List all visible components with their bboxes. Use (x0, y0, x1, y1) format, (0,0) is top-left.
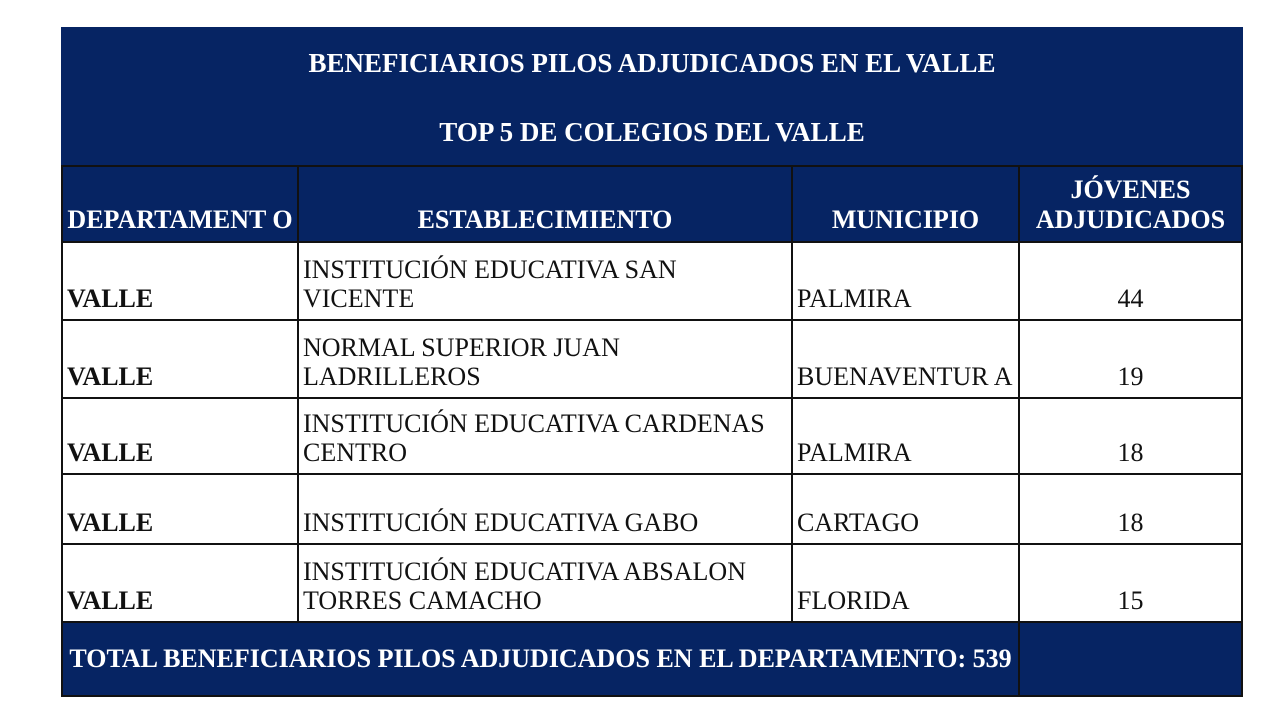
table-row (62, 474, 1242, 544)
table-row (62, 320, 1242, 398)
total-empty-cell (1019, 622, 1242, 696)
cell-establecimiento: INSTITUCIÓN EDUCATIVA CARDENAS CENTRO (298, 398, 792, 474)
cell-municipio: FLORIDA (792, 544, 1019, 622)
table-row (62, 544, 1242, 622)
cell-establecimiento: NORMAL SUPERIOR JUAN LADRILLEROS (298, 320, 792, 398)
column-header-municipio: MUNICIPIO (792, 166, 1019, 242)
total-row (62, 622, 1242, 696)
cell-establecimiento: INSTITUCIÓN EDUCATIVA GABO (298, 474, 792, 544)
header-row (62, 166, 1242, 242)
table-subtitle: TOP 5 DE COLEGIOS DEL VALLE (62, 98, 1242, 166)
cell-jovenes: 18 (1019, 474, 1242, 544)
table-title: BENEFICIARIOS PILOS ADJUDICADOS EN EL VALLE (62, 28, 1242, 98)
cell-departamento: VALLE (62, 398, 298, 474)
cell-municipio: PALMIRA (792, 398, 1019, 474)
cell-municipio: PALMIRA (792, 242, 1019, 320)
cell-municipio: CARTAGO (792, 474, 1019, 544)
column-header-establecimiento: ESTABLECIMIENTO (298, 166, 792, 242)
cell-jovenes: 15 (1019, 544, 1242, 622)
cell-departamento: VALLE (62, 474, 298, 544)
pilos-table (61, 27, 1243, 697)
cell-jovenes: 18 (1019, 398, 1242, 474)
cell-departamento: VALLE (62, 242, 298, 320)
table-row (62, 398, 1242, 474)
cell-municipio: BUENAVENTUR A (792, 320, 1019, 398)
cell-jovenes: 19 (1019, 320, 1242, 398)
cell-departamento: VALLE (62, 320, 298, 398)
total-label: TOTAL BENEFICIARIOS PILOS ADJUDICADOS EN EL DEPARTAMENTO: 539 (62, 622, 1019, 696)
cell-departamento: VALLE (62, 544, 298, 622)
column-header-departamento: DEPARTAMENT O (62, 166, 298, 242)
column-header-jovenes: JÓVENES ADJUDICADOS (1019, 166, 1242, 242)
table-row (62, 242, 1242, 320)
cell-establecimiento: INSTITUCIÓN EDUCATIVA SAN VICENTE (298, 242, 792, 320)
cell-jovenes: 44 (1019, 242, 1242, 320)
cell-establecimiento: INSTITUCIÓN EDUCATIVA ABSALON TORRES CAMACHO (298, 544, 792, 622)
